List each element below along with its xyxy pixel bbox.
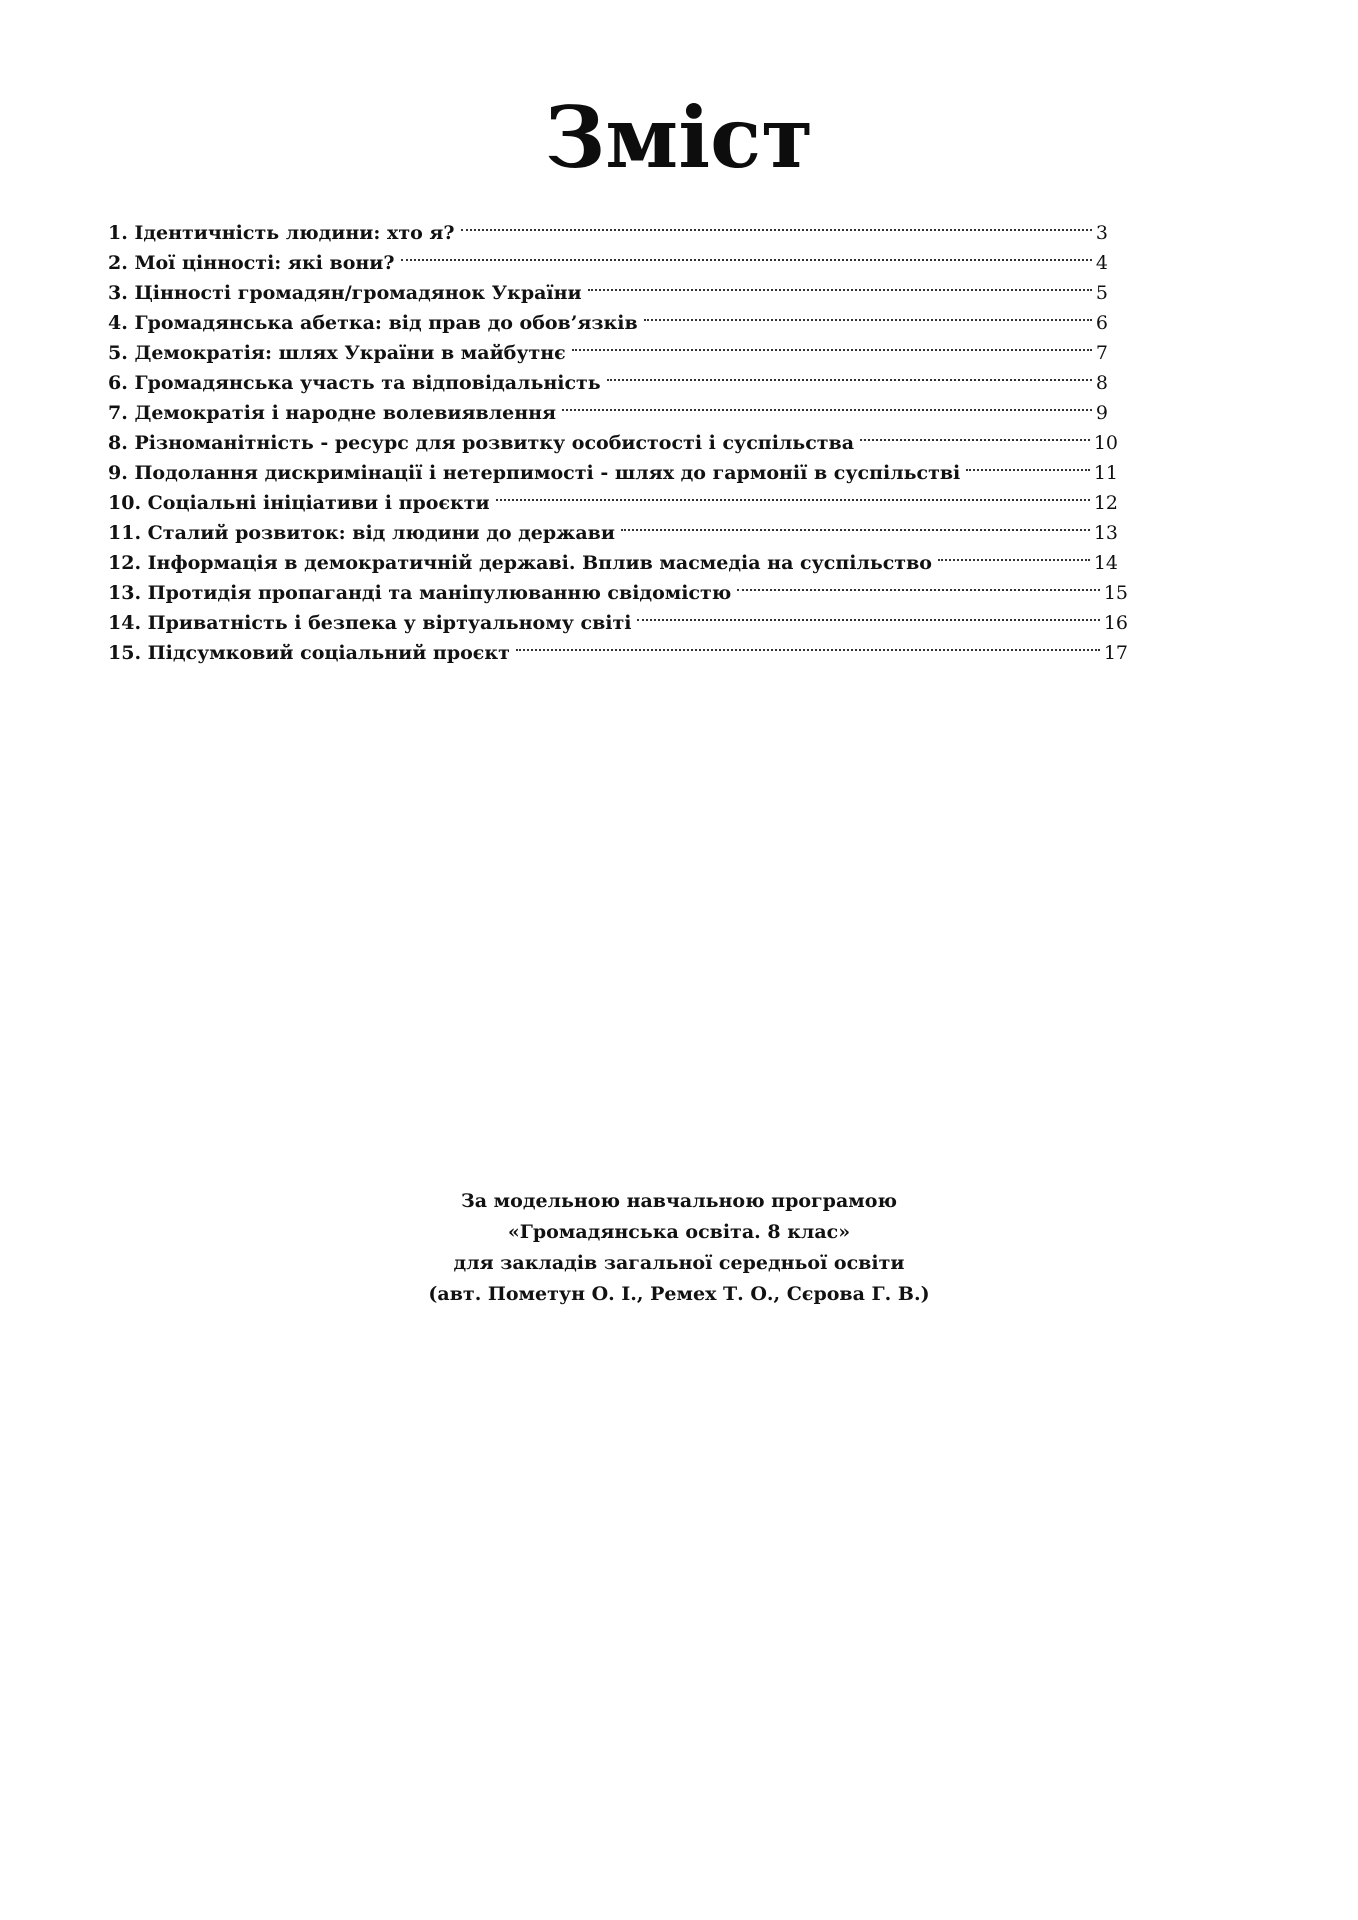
- toc-page-number: 9: [1095, 402, 1108, 424]
- toc-dot-leader: [607, 358, 1092, 389]
- toc-entry[interactable]: [108, 208, 1108, 244]
- curriculum-note: [0, 1186, 1358, 1310]
- toc-dot-leader: [461, 208, 1092, 239]
- toc-entry-title: 12. Інформація в демократичній державі. Вплив масмедіа на суспільство: [108, 552, 932, 574]
- toc-dot-leader: [637, 598, 1099, 629]
- toc-dot-leader: [572, 328, 1092, 359]
- toc-page-number: 15: [1103, 582, 1128, 604]
- toc-page-number: 6: [1095, 312, 1108, 334]
- toc-dot-leader: [496, 478, 1090, 509]
- toc-dot-leader: [516, 628, 1100, 659]
- toc-entry-title: 7. Демократія і народне волевиявлення: [108, 402, 557, 424]
- toc-entry[interactable]: [108, 538, 1118, 574]
- toc-entry[interactable]: [108, 298, 1108, 334]
- toc-entry-title: 11. Сталий розвиток: від людини до держави: [108, 522, 615, 544]
- toc-page-number: 8: [1095, 372, 1108, 394]
- curriculum-note-line: За модельною навчальною програмою: [461, 1190, 897, 1212]
- toc-page-number: 4: [1095, 252, 1108, 274]
- toc-entry-title: 14. Приватність і безпека у віртуальному світі: [108, 612, 632, 634]
- toc-entry[interactable]: [108, 568, 1128, 604]
- toc-entry-title: 8. Різноманітність - ресурс для розвитку особистості і суспільства: [108, 432, 855, 454]
- toc-entry[interactable]: [108, 478, 1118, 514]
- toc-entry[interactable]: [108, 628, 1128, 664]
- toc-page-number: 3: [1095, 222, 1108, 244]
- toc-entry-title: 5. Демократія: шлях України в майбутнє: [108, 342, 566, 364]
- curriculum-note-line: для закладів загальної середньої освіти: [453, 1252, 905, 1274]
- toc-entry[interactable]: [108, 598, 1128, 634]
- toc-dot-leader: [938, 538, 1090, 569]
- toc-entry-title: 10. Соціальні ініціативи і проєкти: [108, 492, 490, 514]
- toc-entry[interactable]: [108, 358, 1108, 394]
- toc-page-number: 7: [1095, 342, 1108, 364]
- toc-dot-leader: [562, 388, 1092, 419]
- toc-page-number: 13: [1093, 522, 1118, 544]
- toc-page-number: 12: [1093, 492, 1118, 514]
- toc-page-number: 10: [1093, 432, 1118, 454]
- toc-entry[interactable]: [108, 418, 1118, 454]
- toc-dot-leader: [737, 568, 1100, 599]
- toc-entry[interactable]: [108, 238, 1108, 274]
- toc-entry[interactable]: [108, 508, 1118, 544]
- toc-page-number: 17: [1103, 642, 1128, 664]
- toc-dot-leader: [401, 238, 1092, 269]
- toc-entry-title: 15. Підсумковий соціальний проєкт: [108, 642, 510, 664]
- page-title: Зміст: [544, 88, 814, 187]
- toc-page-number: 11: [1093, 462, 1118, 484]
- toc-entry[interactable]: [108, 448, 1118, 484]
- toc-entry-title: 1. Ідентичність людини: хто я?: [108, 222, 455, 244]
- toc-dot-leader: [644, 298, 1092, 329]
- toc-dot-leader: [621, 508, 1090, 539]
- toc-entry-title: 6. Громадянська участь та відповідальність: [108, 372, 601, 394]
- toc-entry[interactable]: [108, 388, 1108, 424]
- toc-entry-title: 4. Громадянська абетка: від прав до обов’язків: [108, 312, 638, 334]
- toc-entry-title: 3. Цінності громадян/громадянок України: [108, 282, 582, 304]
- toc-entry-title: 9. Подолання дискримінації і нетерпимості - шлях до гармонії в суспільстві: [108, 462, 961, 484]
- toc-entry-title: 13. Протидія пропаганді та маніпулюванню свідомістю: [108, 582, 732, 604]
- curriculum-note-line: «Громадянська освіта. 8 клас»: [507, 1221, 851, 1243]
- toc-page-number: 14: [1093, 552, 1118, 574]
- toc-page-number: 16: [1103, 612, 1128, 634]
- toc-entry[interactable]: [108, 268, 1108, 304]
- toc-dot-leader: [588, 268, 1092, 299]
- toc-entry-title: 2. Мої цінності: які вони?: [108, 252, 395, 274]
- toc-entry[interactable]: [108, 328, 1108, 364]
- toc-dot-leader: [860, 418, 1090, 449]
- curriculum-note-line: (авт. Пометун О. І., Ремех Т. О., Сєрова Г. В.): [428, 1283, 930, 1305]
- toc-page-number: 5: [1095, 282, 1108, 304]
- toc-dot-leader: [966, 448, 1090, 479]
